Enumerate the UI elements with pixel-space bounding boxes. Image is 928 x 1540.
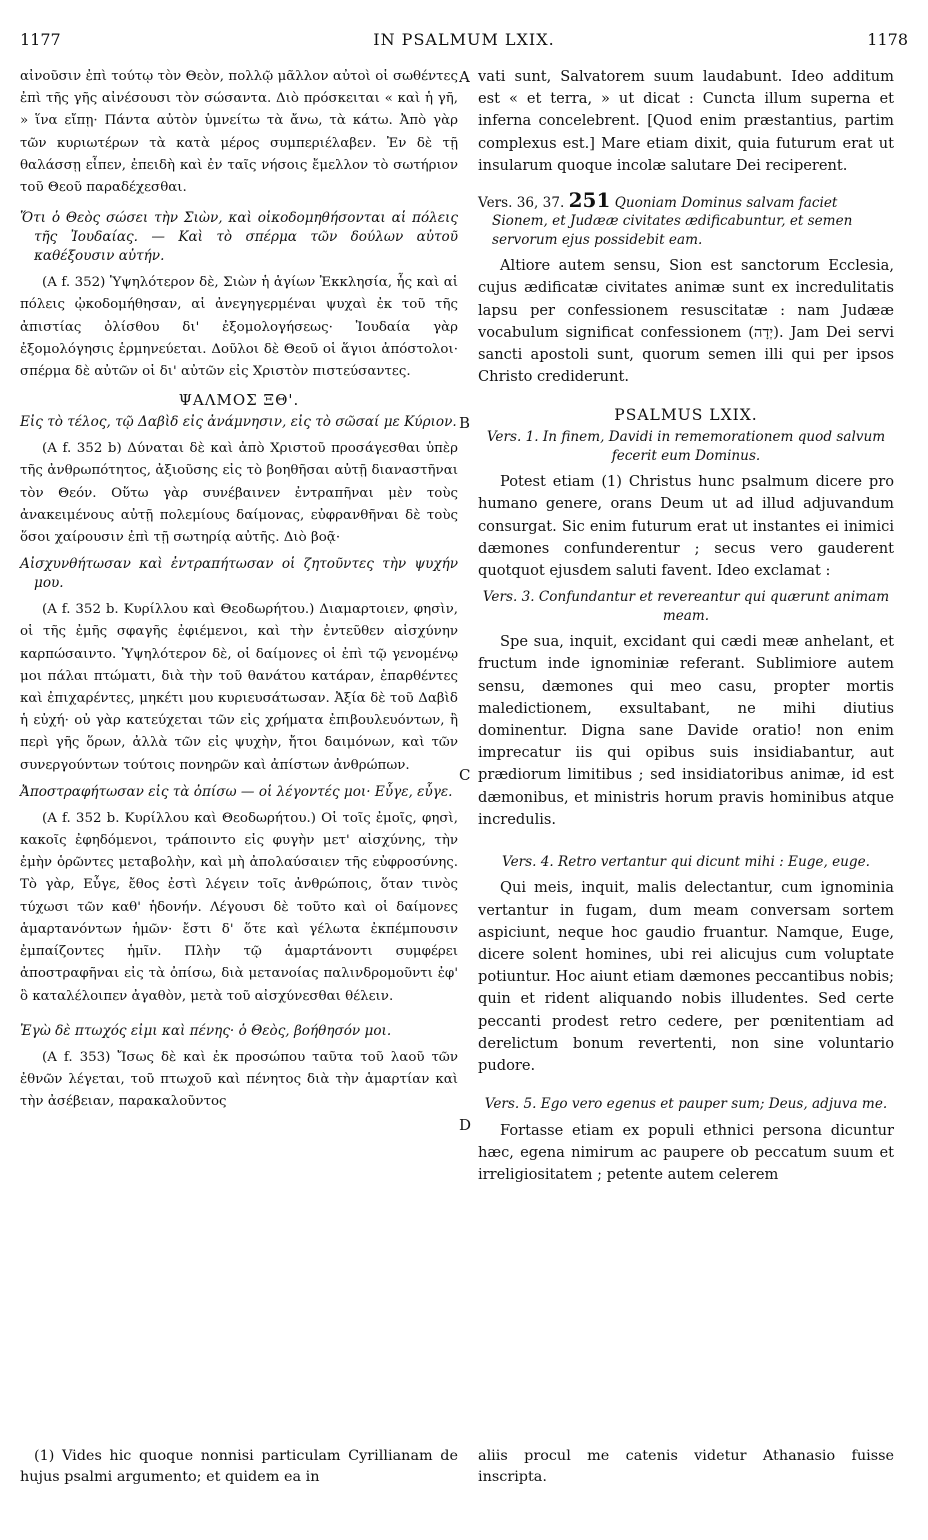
latin-column (478, 66, 894, 1186)
footnote-right: aliis procul me catenis videtur Athanasio fuisse inscripta. (478, 1448, 894, 1486)
latin-paragraph: vati sunt, Salvatorem suum laudabunt. Ideo additum est « et terra, » ut dicat : Cuncta illum superna et inferna concelebrent. [Quod enim præstantius, partim complexus est.] Mare etiam dixit, quia futurum erat ut insularum quoque incolæ salutare Dei reciperent. (478, 68, 894, 174)
margin-letter-a: A (459, 68, 470, 86)
greek-paragraph: (A f. 352 b. Κυρίλλου καὶ Θεοδωρήτου.) Διαμαρτοιεν, φησὶν, οἱ τῆς ἐμῆς σφαγῆς ἐφιέμενοι, καὶ τὴν ἐντεῦθεν αἰσχύνην καρπώσαιντο. Ὑψηλότερον δὲ, οἱ δαίμονες οἱ ἐπὶ τῷ γενομένῳ μοι πάλαι πτώματι, διὰ τὴν τοῦ θανάτου κατάραν, ἐπαρθέντες καὶ ἐπιχαρέντες, μηκέτι μου κυριευσάτωσαν. Ἀξία δὲ τοῦ Δαβὶδ ἡ εὐχή· οὐ γὰρ κατεύχεται τῶν εἰς χρήματα ἐπιβουλευόντων, ἢ περὶ γῆς ὅρων, ἀλλὰ τῶν εἰς ψυχὴν, ἤτοι δαιμόνων, καὶ τῶν συνεργούντων τούτοις πονηρῶν καὶ ἀπίστων ἀνθρώπων. (20, 602, 458, 773)
greek-column (20, 66, 458, 1113)
latin-paragraph: Altiore autem sensu, Sion est sanctorum Ecclesia, cujus ædificatæ civitates animæ sunt ex incredulitatis lapsu per confessionem resuscitatæ : nam Judææ vocabulum significat confessionem (יְדָה). Jam Dei servi sancti apostoli sunt, quorum semen illi qui per ipsos Christo crediderunt. (478, 257, 894, 386)
latin-psalm-title: PSALMUS LXIX. (614, 406, 758, 425)
margin-letter-c: C (459, 766, 471, 784)
greek-verse-caption: Ἀποστραφήτωσαν εἰς τὰ ὀπίσω — οἱ λέγοντές μοι· Εὖγε, εὖγε. (20, 783, 453, 800)
greek-paragraph: (A f. 352 b. Κυρίλλου καὶ Θεοδωρήτου.) Οἱ τοῖς ἐμοῖς, φησὶ, κακοῖς ἐφηδόμενοι, τράποιντο εἰς φυγὴν μετ' αἰσχύνης, τὴν ἐμὴν ὁρῶντες μεταβολὴν, καὶ μὴ ἀπολαύσαιεν τῆς εὐφροσύνης. Τὸ γὰρ, Εὖγε, ἔθος ἐστὶ λέγειν τοῖς ἀνθρώποις, ὅταν τινὸς τύχωσι τῶν καθ' ἡδονήν. Λέγουσι δὲ τοῦτο καὶ οἱ δαίμονες ἁμαρτανόντων ἡμῶν· ἔστι δ' ὅτε καὶ γέλωτα ἐκπέμπουσιν ἐμπαίζοντες ἡμῖν. Πλὴν τῷ ἁμαρτάνοντι συμφέρει ἀποστραφῆναι εἰς τὰ ὀπίσω, διὰ μετανοίας παλινδρομοῦντι ἐφ' ὃ καταλέλοιπεν ἀγαθὸν, μετὰ τοῦ αἰσχύνεσθαι θέλειν. (20, 810, 458, 1004)
latin-verse-caption (478, 188, 894, 249)
margin-letter-d: D (459, 1116, 472, 1134)
running-title: IN PSALMUM LXIX. (373, 30, 555, 49)
verse-text: Quoniam Dominus salvam faciet Sionem, et Judææ civitates ædificabuntur, et semen servorum ejus possidebit eam. (492, 195, 853, 248)
latin-verse-caption: Vers. 1. In finem, Davidi in rememorationem quod salvum fecerit eum Dominus. (486, 429, 886, 464)
greek-paragraph: αἰνοῦσιν ἐπὶ τούτῳ τὸν Θεὸν, πολλῷ μᾶλλον αὐτοὶ οἱ σωθέντες ἐπὶ τῆς γῆς αἰνέσουσι τὸν σώσαντα. Διὸ πρόσκειται « καὶ ἡ γῆ, » ἵνα εἴπῃ· Πάντα αὐτὸν ὑμνείτω τὰ ἄνω, τὰ κάτω. Ἀπὸ γὰρ τῶν κυριωτέρων τὰ κατὰ μέρος συμπεριέλαβεν. Ἐν δὲ τῇ θαλάσσῃ εἶπεν, ἐπειδὴ καὶ ἐν ταῖς νήσοις ἔμελλον τὸ σωτήριον τοῦ Θεοῦ παραδέχεσθαι. (20, 69, 458, 196)
greek-verse-caption: Ὅτι ὁ Θεὸς σώσει τὴν Σιὼν, καὶ οἰκοδομηθήσονται αἱ πόλεις τῆς Ἰουδαίας. — Καὶ τὸ σπέρμα τῶν δούλων αὐτοῦ καθέξουσιν αὐτήν. (20, 210, 458, 265)
latin-verse-caption: Vers. 3. Confundantur et revereantur qui quærunt animam meam. (482, 589, 890, 624)
page-number-right: 1178 (867, 30, 908, 49)
latin-paragraph: Spe sua, inquit, excidant qui cædi meæ anhelant, et fructum inde ignominiæ referant. Sublimiore autem sensu, dæmones qui meo casu, propter mortis maledictionem, exsultabant, ne mihi diutius dominentur. Digna sane Davide oratio! non enim imprecatur iis qui opibus suis insidiabantur, aut prædiorum limitibus ; sed insidiatoribus animæ, id est dæmonibus, et ministris horum pravis hominibus atque incredulis. (478, 633, 894, 828)
running-header (20, 30, 908, 52)
latin-paragraph: Fortasse etiam ex populi ethnici persona dicuntur hæc, egena nimirum ac paupere ob peccatum suum et irreligiositatem ; petente autem celerem (478, 1121, 894, 1183)
latin-verse-caption: Vers. 4. Retro vertantur qui dicunt mihi : Euge, euge. (502, 853, 870, 870)
column-number: 251 (568, 188, 611, 213)
margin-letter-b: B (459, 414, 471, 432)
greek-verse-caption: Αἰσχυνθήτωσαν καὶ ἐντραπήτωσαν οἱ ζητοῦντες τὴν ψυχήν μου. (20, 556, 458, 592)
verse-reference: Vers. 36, 37. (478, 195, 565, 212)
page-number-left: 1177 (20, 30, 61, 49)
greek-verse-caption: Ἐγὼ δὲ πτωχός εἰμι καὶ πένης· ὁ Θεὸς, βοήθησόν μοι. (20, 1022, 392, 1039)
greek-verse-caption: Εἰς τὸ τέλος, τῷ Δαβὶδ εἰς ἀνάμνησιν, εἰς τὸ σῶσαί με Κύριον. (20, 414, 457, 431)
latin-paragraph: Qui meis, inquit, malis delectantur, cum ignominia vertantur in fugam, dum meam conversam sortem aspiciunt, neque hoc gaudio fruantur. Namque, Euge, dicere solent homines, ubi rei alicujus cum voluptate potiuntur. Hoc aiunt etiam dæmones peccantibus nobis; quin et rident aliquando nobis illudentes. Sed certe peccanti prodest retro cedere, per pœnitentiam ad derelictum bonum revertenti, non sine voluntario pudore. (478, 879, 894, 1074)
latin-verse-caption: Vers. 5. Ego vero egenus et pauper sum; Deus, adjuva me. (484, 1096, 888, 1113)
greek-paragraph: (A f. 353) Ἴσως δὲ καὶ ἐκ προσώπου ταῦτα τοῦ λαοῦ τῶν ἐθνῶν λέγεται, τοῦ πτωχοῦ καὶ πένητος διὰ τὴν ἁμαρτίαν καὶ τὴν ἀσέβειαν, παρακαλοῦντος (20, 1049, 458, 1110)
greek-psalm-title: ΨΑΛΜΟΣ ΞΘ'. (178, 391, 300, 410)
greek-paragraph: (A f. 352) Ὑψηλότερον δὲ, Σιὼν ἡ ἁγίων Ἐκκλησία, ἧς καὶ αἱ πόλεις ᾠκοδομήθησαν, αἱ ἀνεγηγερμέναι ψυχαὶ ἐκ τοῦ τῆς ἀπιστίας ὀλίσθου δι' ἐξομολογήσεως· Ἰουδαία γὰρ ἐξομολόγησις ἑρμηνεύεται. Δοῦλοι δὲ Θεοῦ οἱ ἅγιοι ἀπόστολοι· σπέρμα δὲ αὐτῶν οἱ δι' αὐτῶν εἰς Χριστὸν πιστεύσαντες. (20, 275, 458, 380)
greek-paragraph: (A f. 352 b) Δύναται δὲ καὶ ἀπὸ Χριστοῦ προσάγεσθαι ὑπὲρ τῆς ἀνθρωπότητος, ἀξιοῦσης εἰς τὸ βοηθῆσαι αὐτῇ διαναστῆναι τὸν Θεόν. Οὕτω γὰρ συνέβαινεν ἐντραπῆναι μὲν τοὺς ἀνακειμένους αὐτῇ πολεμίους δαίμονας, εὐφρανθῆναι δὲ τοὺς ὅσοι χαίρουσιν ἐπὶ τῇ σωτηρίᾳ αὐτῆς. Διὸ βοᾷ· (20, 441, 458, 546)
latin-paragraph: Potest etiam (1) Christus hunc psalmum dicere pro humano genere, orans Deum ut ad illud adjuvandum consurgat. Sic enim futurum erat ut instantes ei inimici dæmones confunderentur ; secus vero gauderent quotquot ejusdem saluti favent. Ideo exclamat : (478, 473, 894, 580)
footnote-left: (1) Vides hic quoque nonnisi particulam Cyrillianam de hujus psalmi argumento; et quidem ea in (20, 1448, 458, 1486)
